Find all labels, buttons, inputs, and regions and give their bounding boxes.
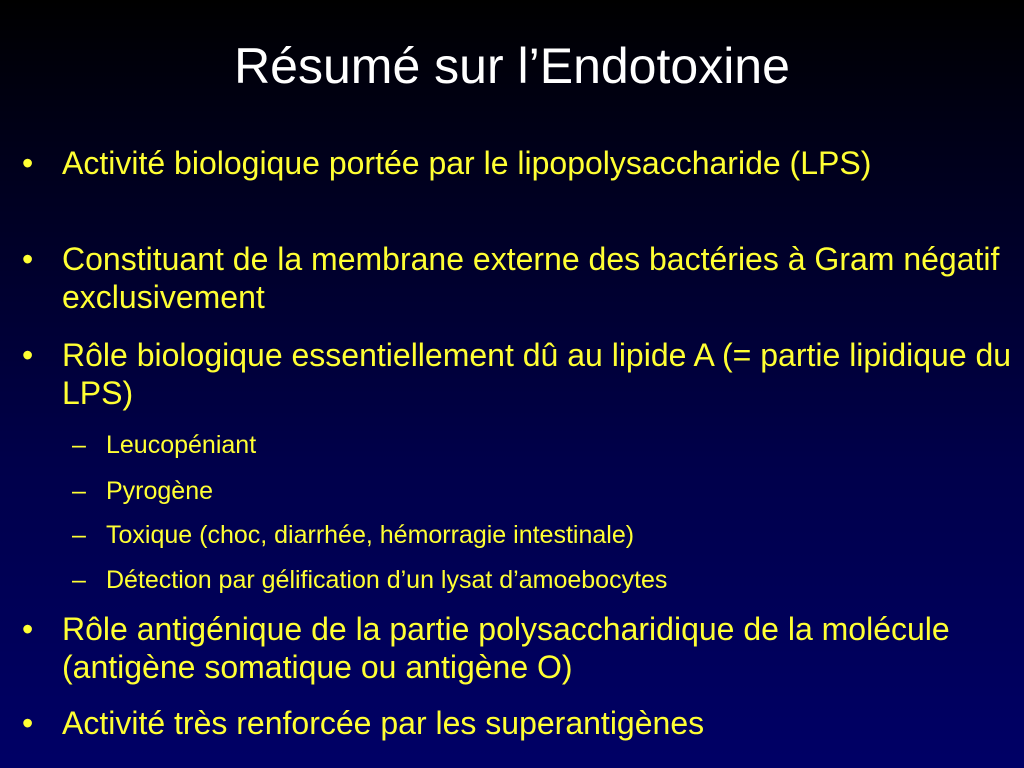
bullet-marker: • — [22, 337, 34, 373]
bullet-marker: • — [22, 241, 34, 277]
sub-bullet-text: Pyrogène — [106, 477, 214, 505]
dash-marker: – — [72, 477, 86, 505]
slide-title: Résumé sur l’Endotoxine — [234, 38, 790, 94]
bullet-text: Activité biologique portée par le lipopolysaccharide (LPS) — [62, 145, 872, 181]
bullet-item — [22, 240, 1012, 316]
bullet-text: Activité très renforcée par les superantigènes — [62, 705, 705, 741]
sub-bullet-item — [72, 520, 1002, 550]
sub-bullet-item — [72, 476, 1002, 506]
bullet-text: Rôle biologique essentiellement dû au lipide A (= partie lipidique du LPS) — [62, 337, 1012, 411]
dash-marker: – — [72, 521, 86, 549]
bullet-marker: • — [22, 705, 34, 741]
bullet-marker: • — [22, 145, 34, 181]
sub-bullet-text: Leucopéniant — [106, 431, 257, 459]
sub-bullet-text: Toxique (choc, diarrhée, hémorragie intestinale) — [106, 521, 635, 549]
bullet-marker: • — [22, 611, 34, 647]
bullet-text: Rôle antigénique de la partie polysaccharidique de la molécule (antigène somatique ou antigène O) — [62, 611, 950, 685]
dash-marker: – — [72, 566, 86, 594]
sub-bullet-text: Détection par gélification d’un lysat d’amoebocytes — [106, 566, 668, 594]
dash-marker: – — [72, 431, 86, 459]
sub-bullet-item — [72, 565, 1002, 595]
bullet-item — [22, 610, 1012, 686]
bullet-item — [22, 336, 1012, 412]
bullet-item — [22, 704, 1012, 742]
bullet-text: Constituant de la membrane externe des bactéries à Gram négatif exclusivement — [62, 241, 1000, 315]
sub-bullet-item — [72, 430, 1002, 460]
bullet-item — [22, 144, 1012, 182]
